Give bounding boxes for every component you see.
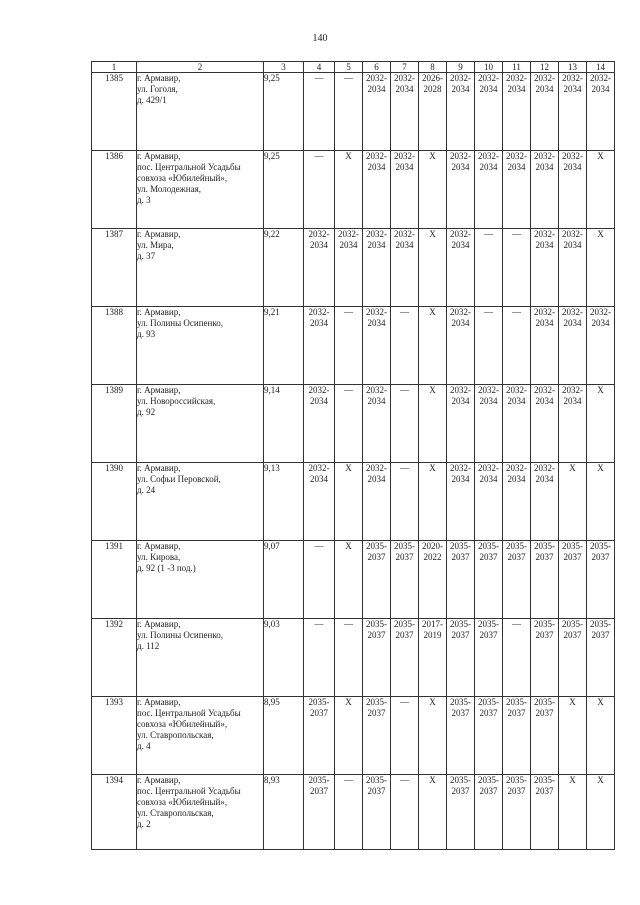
table-row <box>92 151 615 229</box>
period-cell: 2032- 2034 <box>304 385 335 463</box>
period-cell: 2032- 2034 <box>447 73 475 151</box>
period-cell: 2032- 2034 <box>531 151 559 229</box>
address-cell <box>137 73 264 151</box>
address-cell <box>137 775 264 850</box>
period-cell: 2032- 2034 <box>559 229 587 307</box>
address-line: г. Армавир, <box>137 619 181 629</box>
period-cell: 2035- 2037 <box>587 541 615 619</box>
period-cell: X <box>419 463 447 541</box>
address-line: г. Армавир, <box>137 463 181 473</box>
period-cell: — <box>391 463 419 541</box>
period-cell: 2035- 2037 <box>531 619 559 697</box>
period-cell: 2032- 2034 <box>363 307 391 385</box>
period-cell: 2035- 2037 <box>447 775 475 850</box>
period-cell: 2032- 2034 <box>447 307 475 385</box>
period-cell: 2032- 2034 <box>475 385 503 463</box>
address-line: ул. Кирова, <box>137 552 181 562</box>
row-number: 1387 <box>92 229 137 307</box>
address-line: совхоза «Юбилейный», <box>137 719 228 729</box>
period-cell: 2032- 2034 <box>503 385 531 463</box>
period-cell: — <box>391 385 419 463</box>
row-number: 1392 <box>92 619 137 697</box>
period-cell: 2035- 2037 <box>447 541 475 619</box>
table-row <box>92 73 615 151</box>
address-line: совхоза «Юбилейный», <box>137 173 228 183</box>
address-cell <box>137 229 264 307</box>
value-cell: 9,14 <box>264 385 304 463</box>
address-line: ул. Ставропольская, <box>137 730 214 740</box>
period-cell: 2035- 2037 <box>304 697 335 775</box>
address-cell <box>137 541 264 619</box>
address-line: г. Армавир, <box>137 697 181 707</box>
address-line: г. Армавир, <box>137 151 181 161</box>
period-cell: 2032- 2034 <box>559 385 587 463</box>
period-cell: 2035- 2037 <box>503 697 531 775</box>
table-row <box>92 463 615 541</box>
period-cell: — <box>475 229 503 307</box>
period-cell: 2032- 2034 <box>559 151 587 229</box>
period-cell: 2035- 2037 <box>391 541 419 619</box>
address-line: г. Армавир, <box>137 385 181 395</box>
period-cell: — <box>304 151 335 229</box>
period-cell: 2032- 2034 <box>363 73 391 151</box>
period-cell: 2032- 2034 <box>503 463 531 541</box>
row-number: 1391 <box>92 541 137 619</box>
period-cell: 2035- 2037 <box>447 697 475 775</box>
period-cell: X <box>419 229 447 307</box>
period-cell: 2032- 2034 <box>363 463 391 541</box>
address-line: д. 3 <box>137 195 151 205</box>
column-header: 5 <box>335 62 363 73</box>
period-cell: 2032- 2034 <box>531 463 559 541</box>
value-cell: 9,21 <box>264 307 304 385</box>
period-cell: X <box>419 151 447 229</box>
period-cell: — <box>304 73 335 151</box>
address-line: д. 2 <box>137 819 151 829</box>
period-cell: 2035- 2037 <box>391 619 419 697</box>
period-cell: — <box>335 307 363 385</box>
period-cell: — <box>475 307 503 385</box>
period-cell: 2032- 2034 <box>363 229 391 307</box>
value-cell: 9,25 <box>264 151 304 229</box>
period-cell: X <box>335 463 363 541</box>
period-cell: 2032- 2034 <box>531 307 559 385</box>
address-cell <box>137 385 264 463</box>
period-cell: 2035- 2037 <box>587 619 615 697</box>
column-header: 8 <box>419 62 447 73</box>
address-line: ул. Молодежная, <box>137 184 201 194</box>
period-cell: X <box>335 541 363 619</box>
period-cell: 2026- 2028 <box>419 73 447 151</box>
address-line: д. 37 <box>137 251 156 261</box>
period-cell: — <box>391 775 419 850</box>
period-cell: 2032- 2034 <box>559 307 587 385</box>
period-cell: — <box>391 307 419 385</box>
period-cell: 2035- 2037 <box>475 541 503 619</box>
period-cell: — <box>503 619 531 697</box>
address-line: пос. Центральной Усадьбы <box>137 708 241 718</box>
address-line: г. Армавир, <box>137 541 181 551</box>
column-header: 1 <box>92 62 137 73</box>
period-cell: X <box>419 307 447 385</box>
period-cell: — <box>335 385 363 463</box>
value-cell: 9,22 <box>264 229 304 307</box>
address-line: д. 429/1 <box>137 95 167 105</box>
period-cell: 2035- 2037 <box>475 697 503 775</box>
value-cell: 9,25 <box>264 73 304 151</box>
value-cell: 8,95 <box>264 697 304 775</box>
period-cell: 2032- 2034 <box>503 151 531 229</box>
column-header: 9 <box>447 62 475 73</box>
period-cell: X <box>335 151 363 229</box>
table-body <box>92 73 615 850</box>
address-line: д. 92 <box>137 407 156 417</box>
period-cell: X <box>559 775 587 850</box>
address-line: г. Армавир, <box>137 775 181 785</box>
row-number: 1388 <box>92 307 137 385</box>
address-line: г. Армавир, <box>137 73 181 83</box>
period-cell: X <box>587 385 615 463</box>
period-cell: X <box>587 229 615 307</box>
period-cell: 2035- 2037 <box>503 541 531 619</box>
table-row <box>92 541 615 619</box>
address-line: г. Армавир, <box>137 307 181 317</box>
period-cell: 2032- 2034 <box>304 307 335 385</box>
row-number: 1386 <box>92 151 137 229</box>
period-cell: X <box>559 697 587 775</box>
period-cell: X <box>559 463 587 541</box>
value-cell: 9,07 <box>264 541 304 619</box>
column-header: 14 <box>587 62 615 73</box>
address-line: г. Армавир, <box>137 229 181 239</box>
column-header: 11 <box>503 62 531 73</box>
period-cell: 2032- 2034 <box>391 229 419 307</box>
table-row <box>92 307 615 385</box>
column-header: 2 <box>137 62 264 73</box>
period-cell: 2032- 2034 <box>304 463 335 541</box>
column-header: 10 <box>475 62 503 73</box>
address-cell <box>137 463 264 541</box>
period-cell: — <box>391 697 419 775</box>
table-row <box>92 229 615 307</box>
address-line: д. 112 <box>137 641 160 651</box>
column-header: 13 <box>559 62 587 73</box>
period-cell: — <box>335 619 363 697</box>
row-number: 1394 <box>92 775 137 850</box>
period-cell: 2035- 2037 <box>559 541 587 619</box>
period-cell: 2032- 2034 <box>391 73 419 151</box>
address-line: ул. Мира, <box>137 240 174 250</box>
period-cell: X <box>419 697 447 775</box>
period-cell: X <box>587 775 615 850</box>
table-row <box>92 619 615 697</box>
table-row <box>92 775 615 850</box>
address-cell <box>137 307 264 385</box>
period-cell: 2032- 2034 <box>503 73 531 151</box>
period-cell: 2020- 2022 <box>419 541 447 619</box>
address-line: д. 92 (1 -3 под.) <box>137 563 196 573</box>
period-cell: 2032- 2034 <box>363 385 391 463</box>
value-cell: 9,03 <box>264 619 304 697</box>
address-line: совхоза «Юбилейный», <box>137 797 228 807</box>
column-header: 3 <box>264 62 304 73</box>
period-cell: 2032- 2034 <box>391 151 419 229</box>
row-number: 1393 <box>92 697 137 775</box>
period-cell: 2035- 2037 <box>304 775 335 850</box>
period-cell: X <box>587 463 615 541</box>
period-cell: 2032- 2034 <box>304 229 335 307</box>
period-cell: 2035- 2037 <box>363 697 391 775</box>
period-cell: 2032- 2034 <box>447 463 475 541</box>
period-cell: 2035- 2037 <box>363 775 391 850</box>
period-cell: — <box>503 229 531 307</box>
address-cell <box>137 151 264 229</box>
period-cell: 2032- 2034 <box>475 151 503 229</box>
period-cell: 2032- 2034 <box>447 229 475 307</box>
period-cell: 2032- 2034 <box>475 463 503 541</box>
period-cell: 2017- 2019 <box>419 619 447 697</box>
column-header: 12 <box>531 62 559 73</box>
period-cell: X <box>419 775 447 850</box>
period-cell: 2032- 2034 <box>335 229 363 307</box>
value-cell: 9,13 <box>264 463 304 541</box>
column-header: 6 <box>363 62 391 73</box>
row-number: 1390 <box>92 463 137 541</box>
period-cell: 2035- 2037 <box>503 775 531 850</box>
period-cell: 2032- 2034 <box>559 73 587 151</box>
period-cell: 2032- 2034 <box>475 73 503 151</box>
period-cell: X <box>587 697 615 775</box>
period-cell: X <box>419 385 447 463</box>
period-cell: 2032- 2034 <box>531 229 559 307</box>
period-cell: X <box>335 697 363 775</box>
period-cell: — <box>335 775 363 850</box>
address-line: пос. Центральной Усадьбы <box>137 786 241 796</box>
period-cell: 2035- 2037 <box>363 619 391 697</box>
address-line: ул. Софьи Перовской, <box>137 474 221 484</box>
period-cell: — <box>304 619 335 697</box>
period-cell: 2032- 2034 <box>447 385 475 463</box>
header-row <box>92 62 615 73</box>
period-cell: — <box>503 307 531 385</box>
period-cell: 2032- 2034 <box>363 151 391 229</box>
period-cell: 2035- 2037 <box>475 619 503 697</box>
period-cell: 2035- 2037 <box>363 541 391 619</box>
address-line: ул. Новороссийская, <box>137 396 216 406</box>
period-cell: 2032- 2034 <box>531 73 559 151</box>
address-line: ул. Ставропольская, <box>137 808 214 818</box>
period-cell: 2032- 2034 <box>531 385 559 463</box>
period-cell: 2035- 2037 <box>531 775 559 850</box>
period-cell: 2032- 2034 <box>587 307 615 385</box>
row-number: 1389 <box>92 385 137 463</box>
table-row <box>92 385 615 463</box>
building-schedule-table <box>91 61 615 850</box>
address-line: д. 93 <box>137 329 156 339</box>
period-cell: X <box>587 151 615 229</box>
address-line: д. 24 <box>137 485 156 495</box>
value-cell: 8,93 <box>264 775 304 850</box>
period-cell: 2035- 2037 <box>447 619 475 697</box>
column-header: 4 <box>304 62 335 73</box>
period-cell: 2032- 2034 <box>587 73 615 151</box>
period-cell: 2035- 2037 <box>559 619 587 697</box>
address-line: д. 4 <box>137 741 151 751</box>
period-cell: — <box>304 541 335 619</box>
page-number: 140 <box>312 33 328 44</box>
column-header: 7 <box>391 62 419 73</box>
address-line: ул. Полины Осипенко, <box>137 630 224 640</box>
period-cell: 2035- 2037 <box>475 775 503 850</box>
period-cell: — <box>335 73 363 151</box>
table-row <box>92 697 615 775</box>
address-line: ул. Гоголя, <box>137 84 178 94</box>
period-cell: 2035- 2037 <box>531 541 559 619</box>
row-number: 1385 <box>92 73 137 151</box>
address-cell <box>137 697 264 775</box>
address-line: пос. Центральной Усадьбы <box>137 162 241 172</box>
period-cell: 2035- 2037 <box>531 697 559 775</box>
address-cell <box>137 619 264 697</box>
period-cell: 2032- 2034 <box>447 151 475 229</box>
address-line: ул. Полины Осипенко, <box>137 318 224 328</box>
